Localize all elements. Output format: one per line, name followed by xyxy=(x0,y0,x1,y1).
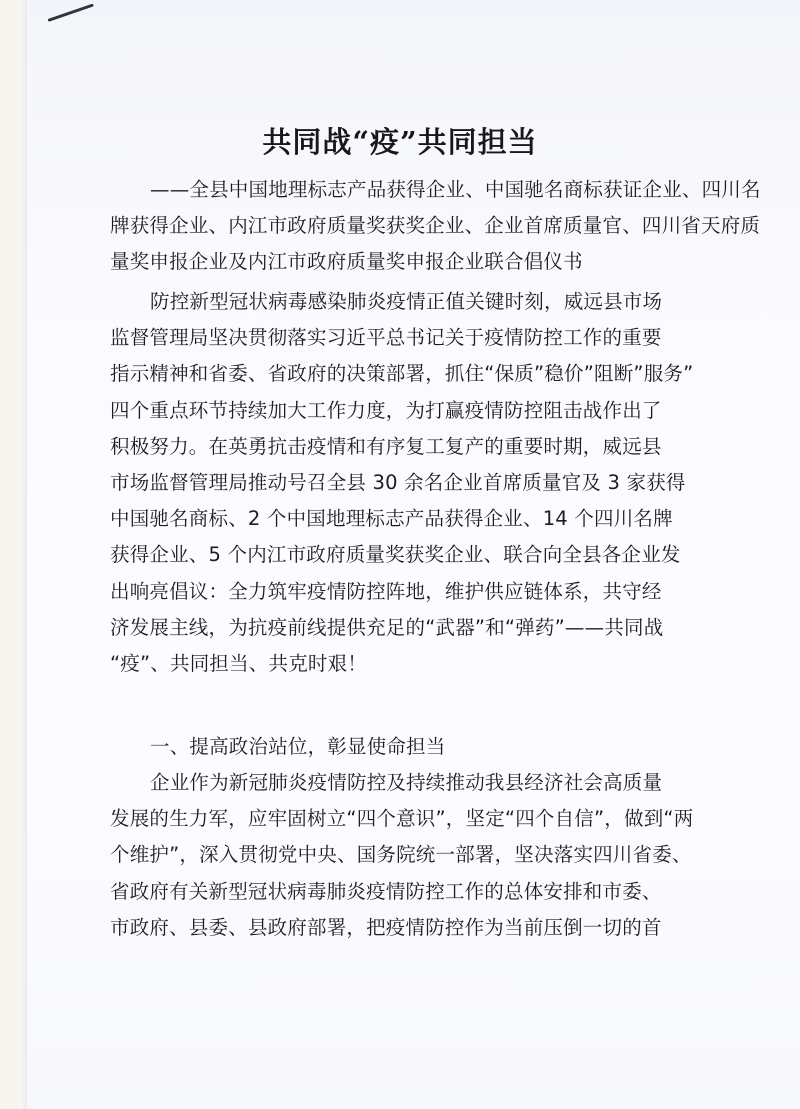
paper-edge xyxy=(0,0,27,1109)
section-heading-1 xyxy=(110,729,698,765)
subtitle-line: 量奖申报企业及内江市政府质量奖申报企业联合倡仪书 xyxy=(110,250,583,274)
paragraph-line: 市政府、县委、县政府部署，把疫情防控作为当前压倒一切的首 xyxy=(110,915,662,939)
paragraph-1 xyxy=(110,284,698,682)
paragraph-line: 省政府有关新型冠状病毒肺炎疫情防控工作的总体安排和市委、 xyxy=(110,879,662,903)
paragraph-line: “疫”、共同担当、共克时艰！ xyxy=(110,651,368,675)
subtitle-line: 牌获得企业、内江市政府质量奖获奖企业、企业首席质量官、四川省天府质 xyxy=(110,214,761,238)
subtitle-line: ——全县中国地理标志产品获得企业、中国驰名商标获证企业、四川名 xyxy=(150,178,761,201)
document-subtitle xyxy=(110,172,761,281)
document-title: 共同战“疫”共同担当 xyxy=(262,125,538,159)
paragraph-line: 发展的生力军，应牢固树立“四个意识”，坚定“四个自信”，做到“两 xyxy=(110,807,694,831)
paragraph-line: 济发展主线，为抗疫前线提供充足的“武器”和“弹药”——共同战 xyxy=(110,615,664,639)
paragraph-line: 防控新型冠状病毒感染肺炎疫情正值关键时刻，威远县市场 xyxy=(150,290,663,313)
paragraph-line: 市场监督管理局推动号召全县 30 余名企业首席质量官及 3 家获得 xyxy=(110,470,686,494)
paragraph-line: 获得企业、5 个内江市政府质量奖获奖企业、联合向全县各企业发 xyxy=(110,543,681,567)
section-heading-text: 一、提高政治站位，彰显使命担当 xyxy=(150,735,446,758)
paragraph-line: 企业作为新冠肺炎疫情防控及持续推动我县经济社会高质量 xyxy=(150,771,663,794)
paragraph-line: 监督管理局坚决贯彻落实习近平总书记关于疫情防控工作的重要 xyxy=(110,326,662,350)
paragraph-line: 指示精神和省委、省政府的决策部署，抓住“保质”稳价”阻断”服务” xyxy=(110,362,694,386)
paragraph-line: 个维护”，深入贯彻党中央、国务院统一部署，坚决落实四川省委、 xyxy=(110,843,692,867)
paragraph-line: 四个重点环节持续加大工作力度，为打赢疫情防控阻击战作出了 xyxy=(110,398,662,422)
paragraph-line: 积极努力。在英勇抗击疫情和有序复工复产的重要时期，威远县 xyxy=(110,434,662,458)
paragraph-2 xyxy=(110,765,698,946)
paragraph-line: 中国驰名商标、2 个中国地理标志产品获得企业、14 个四川名牌 xyxy=(110,507,673,531)
paragraph-line: 出响亮倡议：全力筑牢疫情防控阵地，维护供应链体系，共守经 xyxy=(110,579,662,603)
